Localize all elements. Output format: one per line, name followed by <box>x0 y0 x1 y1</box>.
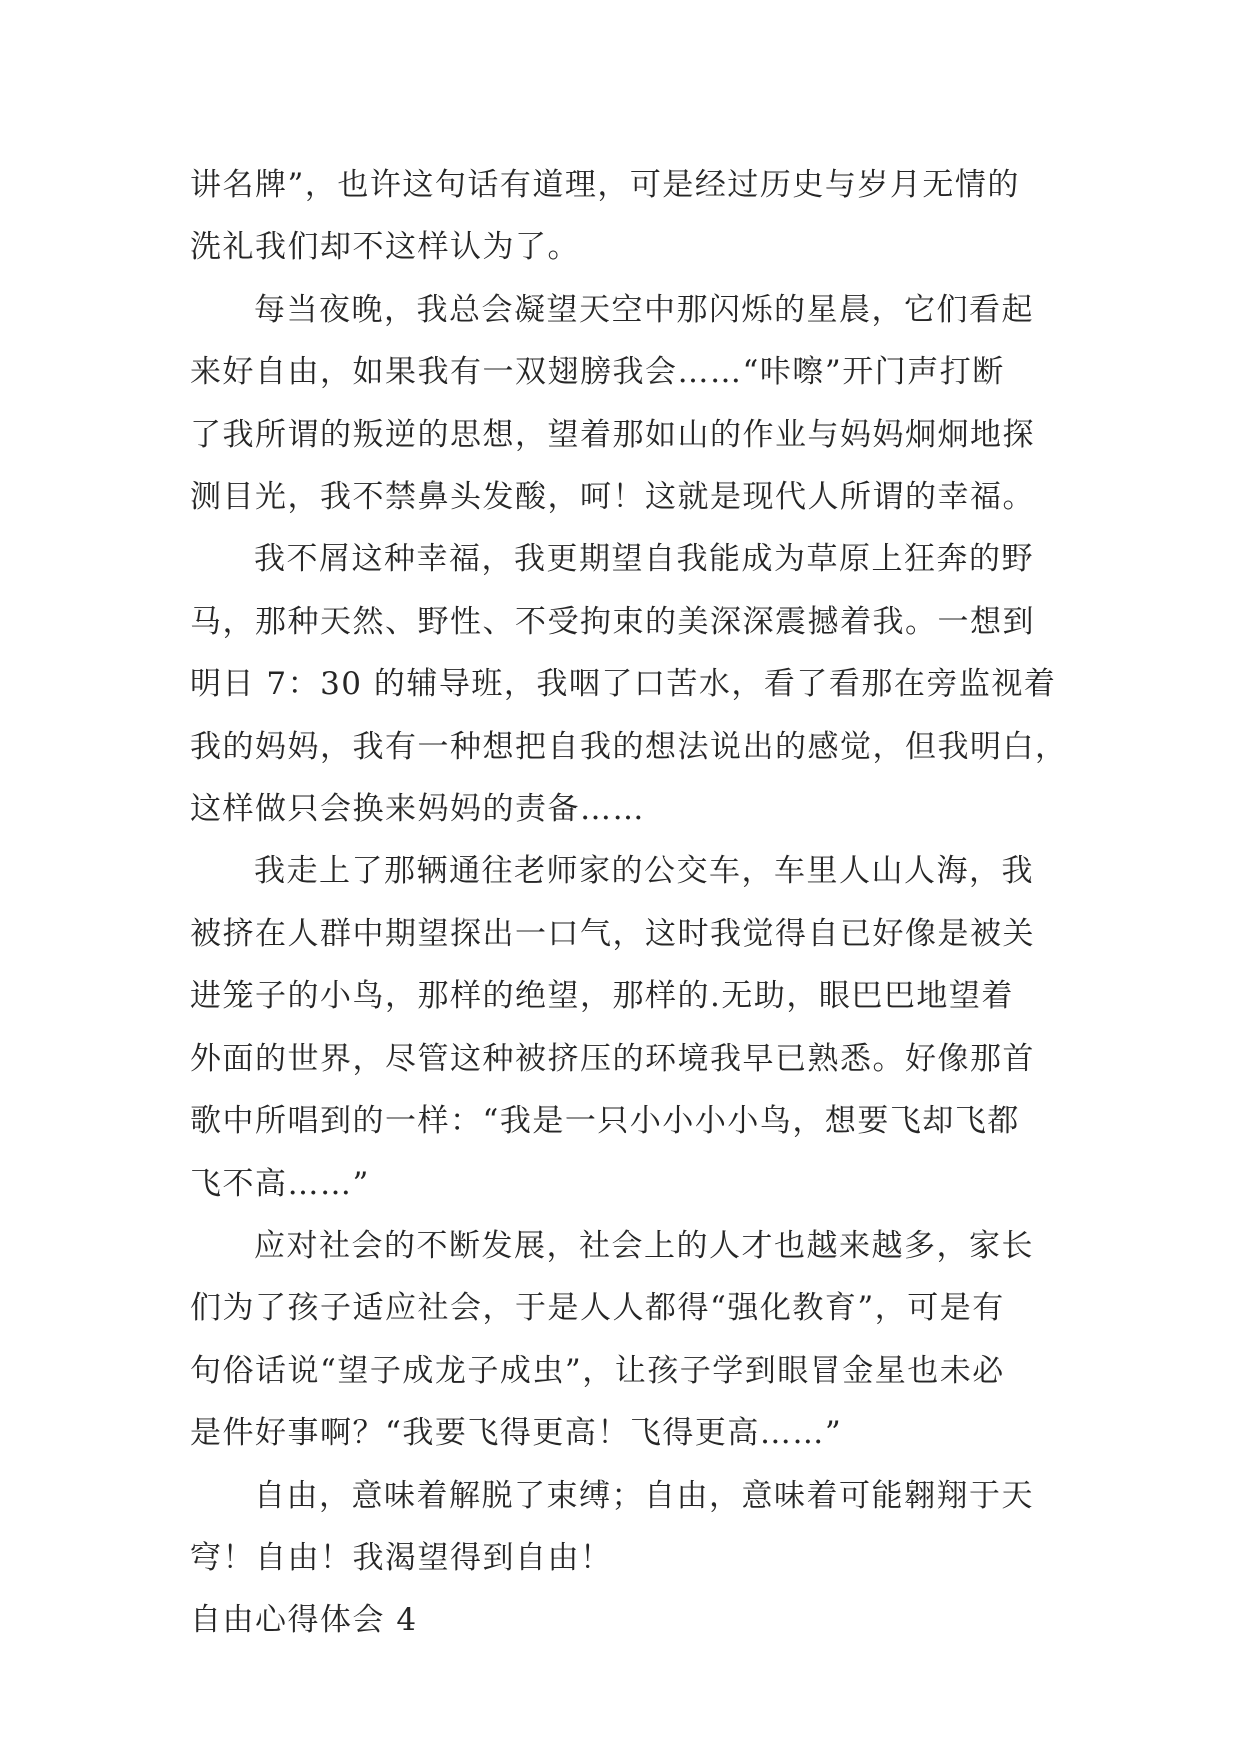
text-line: 歌中所唱到的一样：“我是一只小小小小鸟，想要飞却飞都 <box>190 1103 1020 1140</box>
text-line: 马，那种天然、野性、不受拘束的美深深震撼着我。一想到 <box>190 603 1035 640</box>
text-line: 们为了孩子适应社会，于是人人都得“强化教育”，可是有 <box>190 1290 1005 1327</box>
paragraph-2 <box>190 279 1050 529</box>
text-line: 外面的世界，尽管这种被挤压的环境我早已熟悉。好像那首 <box>190 1040 1035 1077</box>
text-line: 了我所谓的叛逆的思想，望着那如山的作业与妈妈炯炯地探 <box>190 416 1035 453</box>
text-line: 讲名牌”，也许这句话有道理，可是经过历史与岁月无情的 <box>190 167 1020 203</box>
document-body <box>190 154 1068 1652</box>
text-line: 应对社会的不断发展，社会上的人才也越来越多，家长 <box>254 1227 1034 1264</box>
text-line: 明日 7：30 的辅导班，我咽了口苦水，看了看那在旁监视着 <box>190 666 1057 703</box>
paragraph-3 <box>190 528 1068 840</box>
text-line: 自由，意味着解脱了束缚；自由，意味着可能翱翔于天 <box>254 1477 1034 1514</box>
text-line: 飞不高……” <box>190 1165 370 1202</box>
text-line: 进笼子的小鸟，那样的绝望，那样的.无助，眼巴巴地望着 <box>190 978 1014 1015</box>
paragraph-4 <box>190 840 1050 1214</box>
text-line: 这样做只会换来妈妈的责备…… <box>190 791 645 828</box>
paragraph-5 <box>190 1215 1050 1465</box>
text-line: 测目光，我不禁鼻头发酸，呵！这就是现代人所谓的幸福。 <box>190 479 1035 516</box>
text-line: 我的妈妈，我有一种想把自我的想法说出的感觉，但我明白， <box>190 728 1068 765</box>
text-line: 我不屑这种幸福，我更期望自我能成为草原上狂奔的野 <box>254 541 1034 578</box>
section-heading: 自由心得体会 4 <box>190 1602 418 1639</box>
paragraph-6 <box>190 1465 1050 1590</box>
text-line: 每当夜晚，我总会凝望天空中那闪烁的星晨，它们看起 <box>254 291 1034 328</box>
paragraph-1 <box>190 154 1050 279</box>
text-line: 来好自由，如果我有一双翅膀我会……“咔嚓”开门声打断 <box>190 354 1005 391</box>
text-line: 句俗话说“望子成龙子成虫”，让孩子学到眼冒金星也未必 <box>190 1352 1005 1389</box>
text-line: 被挤在人群中期望探出一口气，这时我觉得自已好像是被关 <box>190 915 1035 952</box>
text-line: 是件好事啊？“我要飞得更高！飞得更高……” <box>190 1415 843 1452</box>
text-line: 我走上了那辆通往老师家的公交车，车里人山人海，我 <box>254 853 1034 890</box>
text-line: 洗礼我们却不这样认为了。 <box>190 229 580 266</box>
text-line: 穹！自由！我渴望得到自由！ <box>190 1539 613 1576</box>
